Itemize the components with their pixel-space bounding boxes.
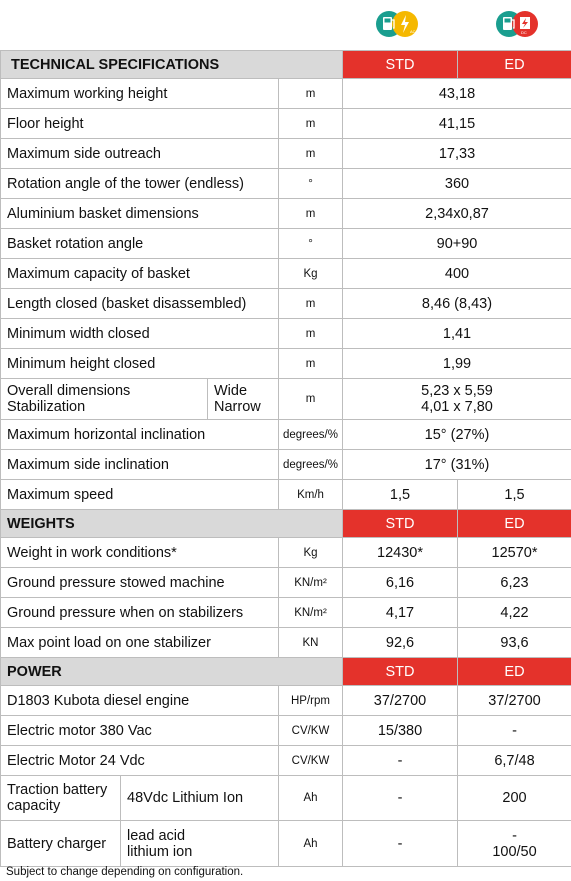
row-value-std: -	[343, 776, 458, 821]
row-label: Rotation angle of the tower (endless)	[1, 169, 279, 199]
table-row	[1, 199, 571, 229]
row-value-ed: 6,7/48	[458, 746, 571, 776]
table-row	[1, 109, 571, 139]
table-row	[1, 598, 571, 628]
row-label: Maximum side inclination	[1, 450, 279, 480]
row-value: 17,33	[343, 139, 571, 169]
power-ed-header: ED	[458, 658, 571, 686]
power-title: POWER	[1, 658, 343, 686]
row-unit: °	[279, 169, 343, 199]
row-unit: KN	[279, 628, 343, 658]
table-row	[1, 229, 571, 259]
row-label: D1803 Kubota diesel engine	[1, 686, 279, 716]
table-row	[1, 79, 571, 109]
row-value-std: 12430*	[343, 538, 458, 568]
row-unit: CV/KW	[279, 716, 343, 746]
table-row-overall-dimensions	[1, 379, 571, 420]
row-label	[1, 776, 121, 821]
overall-value-line1: 5,23 x 5,59	[421, 383, 493, 399]
overall-label-line1: Overall dimensions	[7, 383, 131, 399]
row-unit: degrees/%	[279, 450, 343, 480]
row-unit: CV/KW	[279, 746, 343, 776]
row-sublabel	[121, 821, 279, 867]
table-row	[1, 420, 571, 450]
header-icons	[0, 0, 571, 50]
row-value-std: 6,16	[343, 568, 458, 598]
row-unit: m	[279, 199, 343, 229]
row-value-ed: 1,5	[458, 480, 571, 510]
row-label: Floor height	[1, 109, 279, 139]
power-std-header: STD	[343, 658, 458, 686]
row-unit: Ah	[279, 821, 343, 867]
battery-label-line2: capacity	[7, 798, 61, 814]
row-label: Maximum working height	[1, 79, 279, 109]
row-value-std: -	[343, 746, 458, 776]
row-value-ed	[458, 821, 571, 867]
row-label: Ground pressure stowed machine	[1, 568, 279, 598]
row-unit: m	[279, 289, 343, 319]
table-row	[1, 686, 571, 716]
row-label: Maximum speed	[1, 480, 279, 510]
row-label: Ground pressure when on stabilizers	[1, 598, 279, 628]
row-label	[1, 379, 208, 420]
row-value-std: -	[343, 821, 458, 867]
row-label: Maximum capacity of basket	[1, 259, 279, 289]
row-unit: HP/rpm	[279, 686, 343, 716]
weights-ed-header: ED	[458, 510, 571, 538]
overall-value-line2: 4,01 x 7,80	[421, 399, 493, 415]
tech-section-header	[1, 51, 571, 79]
fuel-electric-ac-icon	[375, 4, 419, 44]
charger-ed-line1: -	[512, 827, 517, 844]
table-row	[1, 568, 571, 598]
row-label: Minimum height closed	[1, 349, 279, 379]
row-label: Weight in work conditions*	[1, 538, 279, 568]
table-row	[1, 139, 571, 169]
row-label: Battery charger	[1, 821, 121, 867]
weights-title: WEIGHTS	[1, 510, 343, 538]
row-sublabel: 48Vdc Lithium Ion	[121, 776, 279, 821]
row-label: Length closed (basket disassembled)	[1, 289, 279, 319]
row-unit: m	[279, 109, 343, 139]
charger-sub-line2: lithium ion	[127, 843, 193, 860]
row-value-ed: 93,6	[458, 628, 571, 658]
row-value-ed: 4,22	[458, 598, 571, 628]
row-value: 2,34x0,87	[343, 199, 571, 229]
table-row	[1, 480, 571, 510]
row-value: 43,18	[343, 79, 571, 109]
row-label: Maximum horizontal inclination	[1, 420, 279, 450]
row-unit: m	[279, 319, 343, 349]
spec-table	[0, 50, 571, 867]
tech-std-header: STD	[343, 51, 458, 79]
table-row	[1, 628, 571, 658]
table-row	[1, 289, 571, 319]
row-value: 17° (31%)	[343, 450, 571, 480]
row-unit: Kg	[279, 259, 343, 289]
row-label: Electric Motor 24 Vdc	[1, 746, 279, 776]
svg-text:DC: DC	[521, 30, 527, 35]
weights-std-header: STD	[343, 510, 458, 538]
row-value-ed: 37/2700	[458, 686, 571, 716]
weights-section-header	[1, 510, 571, 538]
battery-label-line1: Traction battery	[7, 782, 108, 798]
row-unit: Kg	[279, 538, 343, 568]
row-value-ed: 6,23	[458, 568, 571, 598]
fuel-electric-dc-icon	[495, 4, 539, 44]
row-unit: Ah	[279, 776, 343, 821]
row-value: 400	[343, 259, 571, 289]
table-row-traction-battery	[1, 776, 571, 821]
footnote: Subject to change depending on configuration.	[6, 866, 244, 878]
row-label: Minimum width closed	[1, 319, 279, 349]
row-sublabel	[208, 379, 279, 420]
overall-sub-line1: Wide	[214, 383, 248, 399]
table-row	[1, 319, 571, 349]
row-value: 90+90	[343, 229, 571, 259]
row-unit: Km/h	[279, 480, 343, 510]
table-row	[1, 169, 571, 199]
row-value: 8,46 (8,43)	[343, 289, 571, 319]
table-row	[1, 259, 571, 289]
row-unit: m	[279, 139, 343, 169]
row-unit: m	[279, 379, 343, 420]
row-value	[343, 379, 571, 420]
row-label: Basket rotation angle	[1, 229, 279, 259]
table-row	[1, 538, 571, 568]
tech-ed-header: ED	[458, 51, 571, 79]
row-value: 360	[343, 169, 571, 199]
row-value: 15° (27%)	[343, 420, 571, 450]
tech-title: TECHNICAL SPECIFICATIONS	[1, 51, 343, 79]
table-row	[1, 716, 571, 746]
row-value: 1,41	[343, 319, 571, 349]
row-value-std: 37/2700	[343, 686, 458, 716]
row-value-std: 92,6	[343, 628, 458, 658]
table-row	[1, 746, 571, 776]
row-unit: degrees/%	[279, 420, 343, 450]
row-unit: m	[279, 79, 343, 109]
row-value-std: 4,17	[343, 598, 458, 628]
table-row	[1, 450, 571, 480]
row-value: 41,15	[343, 109, 571, 139]
row-unit: m	[279, 349, 343, 379]
row-unit: KN/m²	[279, 598, 343, 628]
row-label: Maximum side outreach	[1, 139, 279, 169]
row-label: Electric motor 380 Vac	[1, 716, 279, 746]
charger-ed-line2: 100/50	[492, 843, 537, 860]
row-unit: °	[279, 229, 343, 259]
svg-text:AC: AC	[410, 29, 416, 34]
charger-sub-line1: lead acid	[127, 827, 186, 844]
power-section-header	[1, 658, 571, 686]
row-value-ed: 200	[458, 776, 571, 821]
row-value-std: 15/380	[343, 716, 458, 746]
table-row	[1, 349, 571, 379]
row-value-ed: -	[458, 716, 571, 746]
table-row-battery-charger	[1, 821, 571, 867]
row-value-std: 1,5	[343, 480, 458, 510]
overall-label-line2: Stabilization	[7, 399, 86, 415]
row-label: Aluminium basket dimensions	[1, 199, 279, 229]
overall-sub-line2: Narrow	[214, 399, 261, 415]
row-value: 1,99	[343, 349, 571, 379]
row-unit: KN/m²	[279, 568, 343, 598]
row-value-ed: 12570*	[458, 538, 571, 568]
row-label: Max point load on one stabilizer	[1, 628, 279, 658]
